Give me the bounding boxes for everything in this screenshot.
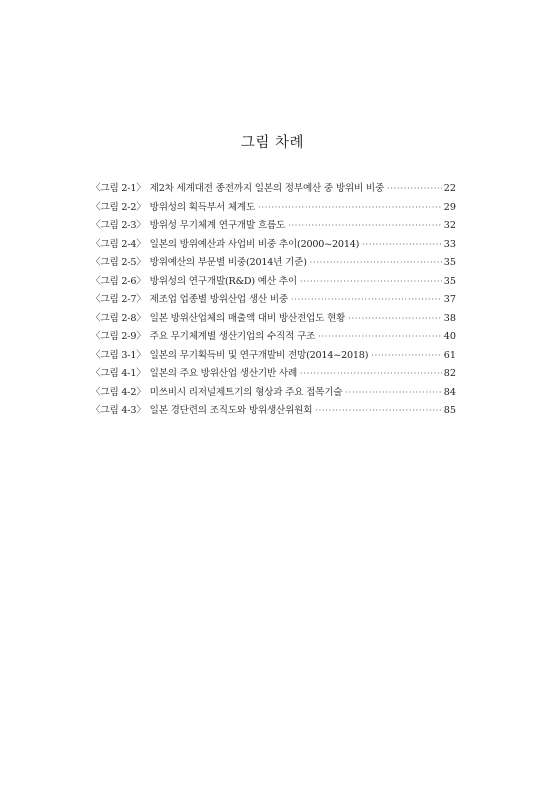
figure-label: 〈그림 3-1〉: [91, 349, 146, 361]
dot-leader: [300, 369, 442, 378]
figure-title: 방위성 무기체계 연구개발 흐름도: [149, 220, 286, 231]
figure-title: 일본 방위산업체의 매출액 대비 방산전업도 현황: [149, 312, 346, 324]
figure-title: 일본의 방위예산과 사업비 비중 추이(2000~2014): [149, 238, 360, 250]
dot-leader: [345, 388, 441, 397]
page-number: 85: [443, 405, 456, 416]
figure-label: 〈그림 2-6〉: [91, 275, 146, 287]
dot-leader: [291, 295, 442, 304]
dot-leader: [387, 184, 442, 193]
list-item: [91, 291, 456, 310]
figure-title: 일본의 무기획득비 및 연구개발비 전망(2014~2018): [149, 349, 369, 361]
figure-label: 〈그림 2-7〉: [91, 294, 146, 305]
figure-label: 〈그림 2-8〉: [91, 312, 146, 324]
list-item: [91, 384, 456, 403]
figure-label: 〈그림 2-2〉: [91, 201, 146, 213]
page-title: 그림 차례: [240, 135, 305, 151]
page-number: 37: [443, 294, 456, 305]
page-number: 82: [443, 368, 456, 379]
dot-leader: [371, 351, 442, 360]
figure-title: 방위성의 획득부서 체계도: [149, 201, 256, 213]
page-number: 33: [443, 238, 456, 250]
list-item: [91, 217, 456, 236]
dot-leader: [318, 332, 442, 341]
figure-label: 〈그림 4-3〉: [91, 405, 146, 416]
page-number: 35: [443, 275, 456, 287]
figure-title: 방위예산의 부문별 비중(2014년 기준): [149, 257, 307, 268]
list-item: [91, 365, 456, 384]
dot-leader: [288, 221, 442, 230]
figure-label: 〈그림 4-2〉: [91, 386, 146, 398]
page-number: 35: [443, 257, 456, 268]
list-item: [91, 402, 456, 421]
list-item: [91, 273, 456, 292]
figure-label: 〈그림 2-4〉: [91, 238, 146, 250]
list-item: [91, 180, 456, 199]
figure-label: 〈그림 2-9〉: [91, 331, 146, 342]
figure-title: 제2차 세계대전 종전까지 일본의 정부예산 중 방위비 비중: [149, 183, 385, 194]
page-number: 40: [443, 331, 456, 342]
list-item: [91, 310, 456, 329]
figure-title: 주요 무기체계별 생산기업의 수직적 구조: [149, 331, 316, 342]
figure-title: 일본 경단련의 조직도와 방위생산위원회: [149, 405, 313, 416]
figure-label: 〈그림 2-5〉: [91, 257, 146, 268]
list-item: [91, 328, 456, 347]
figure-title: 제조업 업종별 방위산업 생산 비중: [149, 294, 288, 305]
dot-leader: [310, 258, 442, 267]
figure-label: 〈그림 4-1〉: [91, 368, 146, 379]
page-number: 84: [443, 386, 456, 398]
figure-label: 〈그림 2-3〉: [91, 220, 146, 231]
list-item: [91, 347, 456, 366]
page-number: 38: [443, 312, 456, 324]
dot-leader: [300, 277, 442, 286]
page-number: 32: [443, 220, 456, 231]
figure-list: [91, 180, 456, 421]
figure-title: 방위성의 연구개발(R&D) 예산 추이: [149, 275, 297, 287]
list-item: [91, 254, 456, 273]
list-item: [91, 236, 456, 255]
page-number: 22: [443, 183, 456, 194]
page-number: 29: [443, 201, 456, 213]
figure-title: 미쓰비시 리저널제트기의 형상과 주요 접목기술: [149, 386, 343, 398]
dot-leader: [258, 203, 442, 212]
list-item: [91, 199, 456, 218]
dot-leader: [348, 314, 442, 323]
page-number: 61: [443, 349, 456, 361]
dot-leader: [362, 240, 442, 249]
figure-label: 〈그림 2-1〉: [91, 183, 146, 194]
dot-leader: [315, 406, 441, 415]
figure-title: 일본의 주요 방위산업 생산기반 사례: [149, 368, 298, 379]
